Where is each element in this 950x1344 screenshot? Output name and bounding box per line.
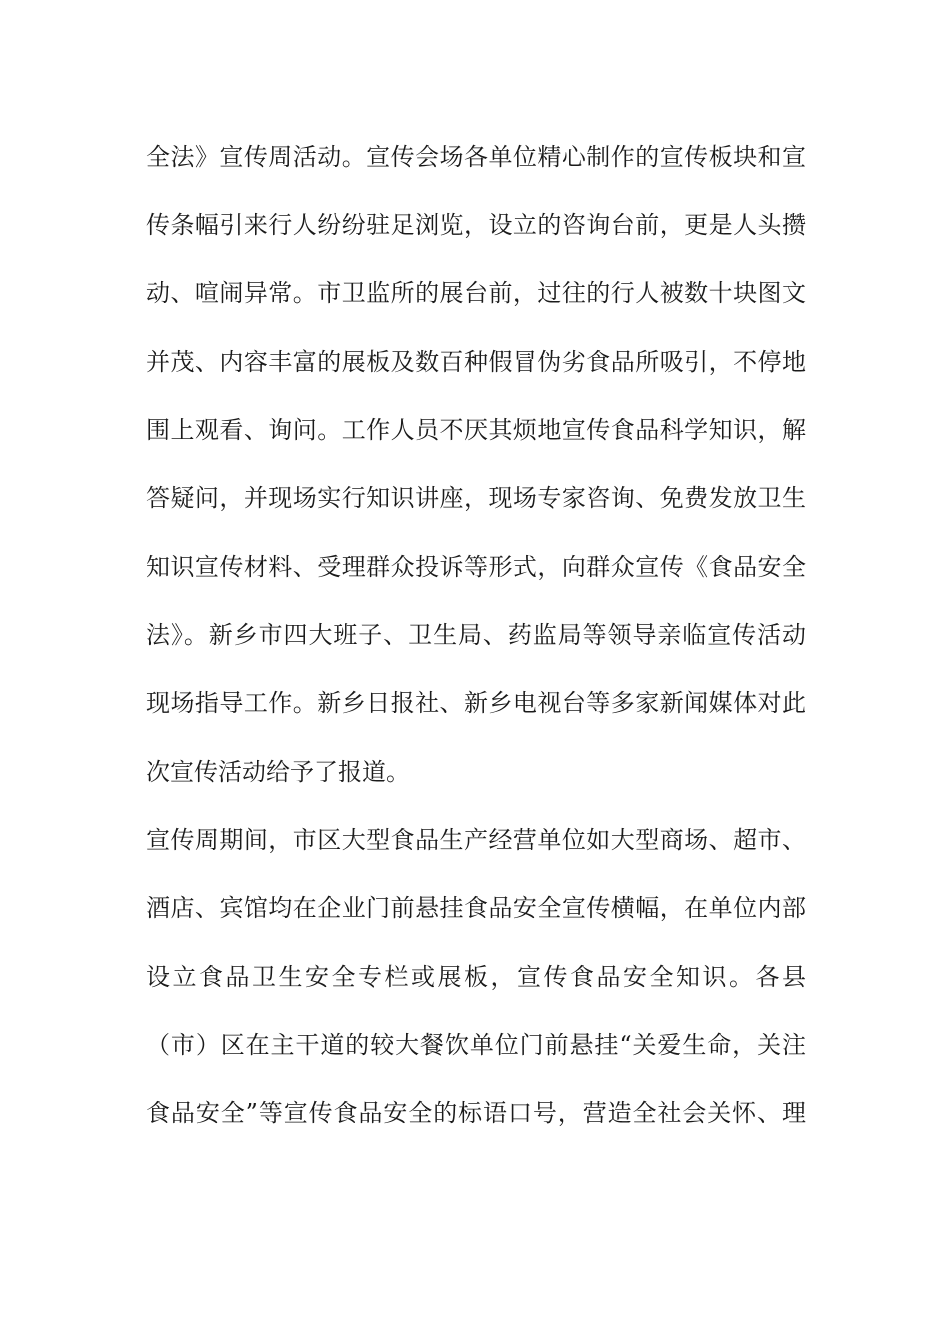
paragraph-2-line-2: 酒店、宾馆均在企业门前悬挂食品安全宣传横幅，在单位内部 — [146, 894, 806, 922]
paragraph-1-line-6: 答疑问，并现场实行知识讲座，现场专家咨询、免费发放卫生 — [146, 484, 806, 512]
paragraph-2-line-3: 设立食品卫生安全专栏或展板，宣传食品安全知识。各县 — [146, 963, 806, 991]
paragraph-1-line-5: 围上观看、询问。工作人员不厌其烦地宣传食品科学知识，解 — [146, 416, 806, 444]
paragraph-1-line-10: 次宣传活动给予了报道。 — [146, 758, 410, 786]
paragraph-2-line-1: 宣传周期间，市区大型食品生产经营单位如大型商场、超市、 — [146, 826, 806, 854]
paragraph-1-line-9: 现场指导工作。新乡日报社、新乡电视台等多家新闻媒体对此 — [146, 689, 806, 717]
paragraph-1-line-3: 动、喧闹异常。市卫监所的展台前，过往的行人被数十块图文 — [146, 279, 806, 307]
paragraph-2-line-5: 食品安全”等宣传食品安全的标语口号，营造全社会关怀、理 — [146, 1099, 806, 1127]
paragraph-1-line-8: 法》。新乡市四大班子、卫生局、药监局等领导亲临宣传活动 — [146, 621, 806, 649]
paragraph-1-line-7: 知识宣传材料、受理群众投诉等形式，向群众宣传《食品安全 — [146, 553, 806, 581]
paragraph-1-line-1: 全法》宣传周活动。宣传会场各单位精心制作的宣传板块和宣 — [146, 143, 806, 171]
paragraph-1-line-2: 传条幅引来行人纷纷驻足浏览，设立的咨询台前，更是人头攒 — [146, 211, 806, 239]
paragraph-1-line-4: 并茂、内容丰富的展板及数百种假冒伪劣食品所吸引，不停地 — [146, 348, 806, 376]
paragraph-2-line-4: （市）区在主干道的较大餐饮单位门前悬挂“关爱生命，关注 — [146, 1031, 806, 1059]
